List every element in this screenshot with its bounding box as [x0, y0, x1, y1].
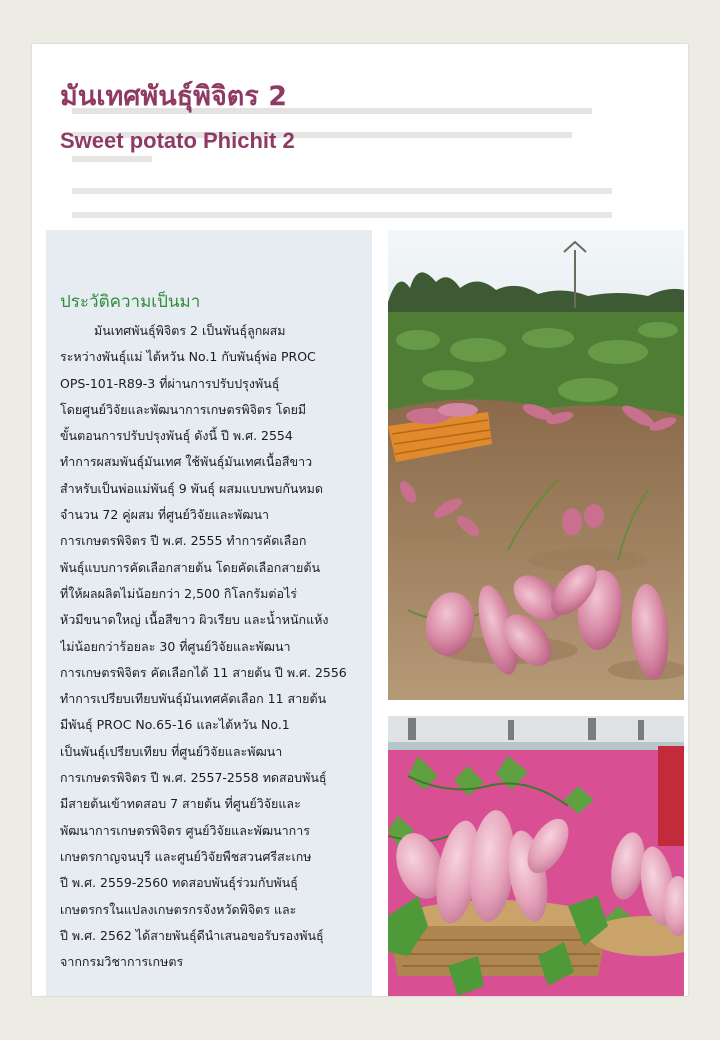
document-page — [32, 44, 688, 996]
paragraph-line: มันเทศพันธุ์พิจิตร 2 เป็นพันธุ์ลูกผสม — [94, 323, 286, 338]
paragraph-line: ระหว่างพันธุ์แม่ ไต้หวัน No.1 กับพันธุ์พ่อ PROC — [60, 349, 316, 365]
paragraph-line: จำนวน 72 คู่ผสม ที่ศูนย์วิจัยและพัฒนา — [60, 507, 270, 523]
paragraph-line: ทำการผสมพันธุ์มันเทศ ใช้พันธุ์มันเทศเนื้อสีขาว — [60, 454, 313, 470]
paragraph-line: OPS-101-R89-3 ที่ผ่านการปรับปรุงพันธุ์ — [60, 375, 280, 391]
paragraph-line: โดยศูนย์วิจัยและพัฒนาการเกษตรพิจิตร โดยมี — [60, 401, 307, 417]
paragraph-line: ขั้นตอนการปรับปรุงพันธุ์ ดังนี้ ปี พ.ศ. 2554 — [60, 428, 293, 444]
paragraph-line: ปี พ.ศ. 2562 ได้สายพันธุ์ดีนำเสนอขอรับรองพันธุ์ — [60, 927, 324, 943]
page-title-english: Sweet potato Phichit 2 — [60, 128, 295, 153]
paragraph-line: สำหรับเป็นพ่อแม่พันธุ์ 9 พันธุ์ ผสมแบบพบกันหมด — [60, 480, 324, 496]
paragraph-line: การเกษตรพิจิตร คัดเลือกได้ 11 สายต้น ปี พ.ศ. 2556 — [60, 664, 347, 680]
history-paragraph — [60, 318, 358, 975]
field-harvest-photo — [388, 230, 684, 700]
paragraph-line: เกษตรกาญจนบุรี และศูนย์วิจัยพืชสวนศรีสะเกษ — [60, 848, 312, 864]
paragraph-line: ที่ให้ผลผลิตไม่น้อยกว่า 2,500 กิโลกรัมต่อไร่ — [60, 585, 297, 601]
section-heading: ประวัติความเป็นมา — [60, 292, 201, 312]
paragraph-line: จากกรมวิชาการเกษตร — [60, 954, 184, 970]
paragraph-line: พันธุ์แบบการคัดเลือกสายต้น โดยคัดเลือกสายต้น — [60, 559, 321, 575]
paragraph-line: เป็นพันธุ์เปรียบเทียบ ที่ศูนย์วิจัยและพัฒนา — [60, 743, 283, 759]
paragraph-line: ปี พ.ศ. 2559-2560 ทดสอบพันธุ์ร่วมกับพันธุ์ — [60, 875, 298, 891]
paragraph-line: มีสายต้นเข้าทดสอบ 7 สายต้น ที่ศูนย์วิจัยและ — [60, 796, 301, 812]
paragraph-line: หัวมีขนาดใหญ่ เนื้อสีขาว ผิวเรียบ และน้ำหนักแห้ง — [60, 612, 329, 628]
paragraph-line: เกษตรกรในแปลงเกษตรกรจังหวัดพิจิตร และ — [60, 901, 297, 917]
page-title-thai: มันเทศพันธุ์พิจิตร 2 — [60, 81, 287, 112]
display-basket-photo — [388, 716, 684, 996]
paragraph-line: การเกษตรพิจิตร ปี พ.ศ. 2557-2558 ทดสอบพันธุ์ — [60, 770, 327, 786]
paragraph-line: ไม่น้อยกว่าร้อยละ 30 ที่ศูนย์วิจัยและพัฒนา — [60, 638, 291, 654]
paragraph-line: พัฒนาการเกษตรพิจิตร ศูนย์วิจัยและพัฒนาการ — [60, 822, 310, 838]
paragraph-line: ทำการเปรียบเทียบพันธุ์มันเทศคัดเลือก 11 สายต้น — [60, 691, 327, 707]
paragraph-line: มีพันธุ์ PROC No.65-16 และไต้หวัน No.1 — [60, 717, 290, 733]
paragraph-line: การเกษตรพิจิตร ปี พ.ศ. 2555 ทำการคัดเลือก — [60, 533, 307, 549]
